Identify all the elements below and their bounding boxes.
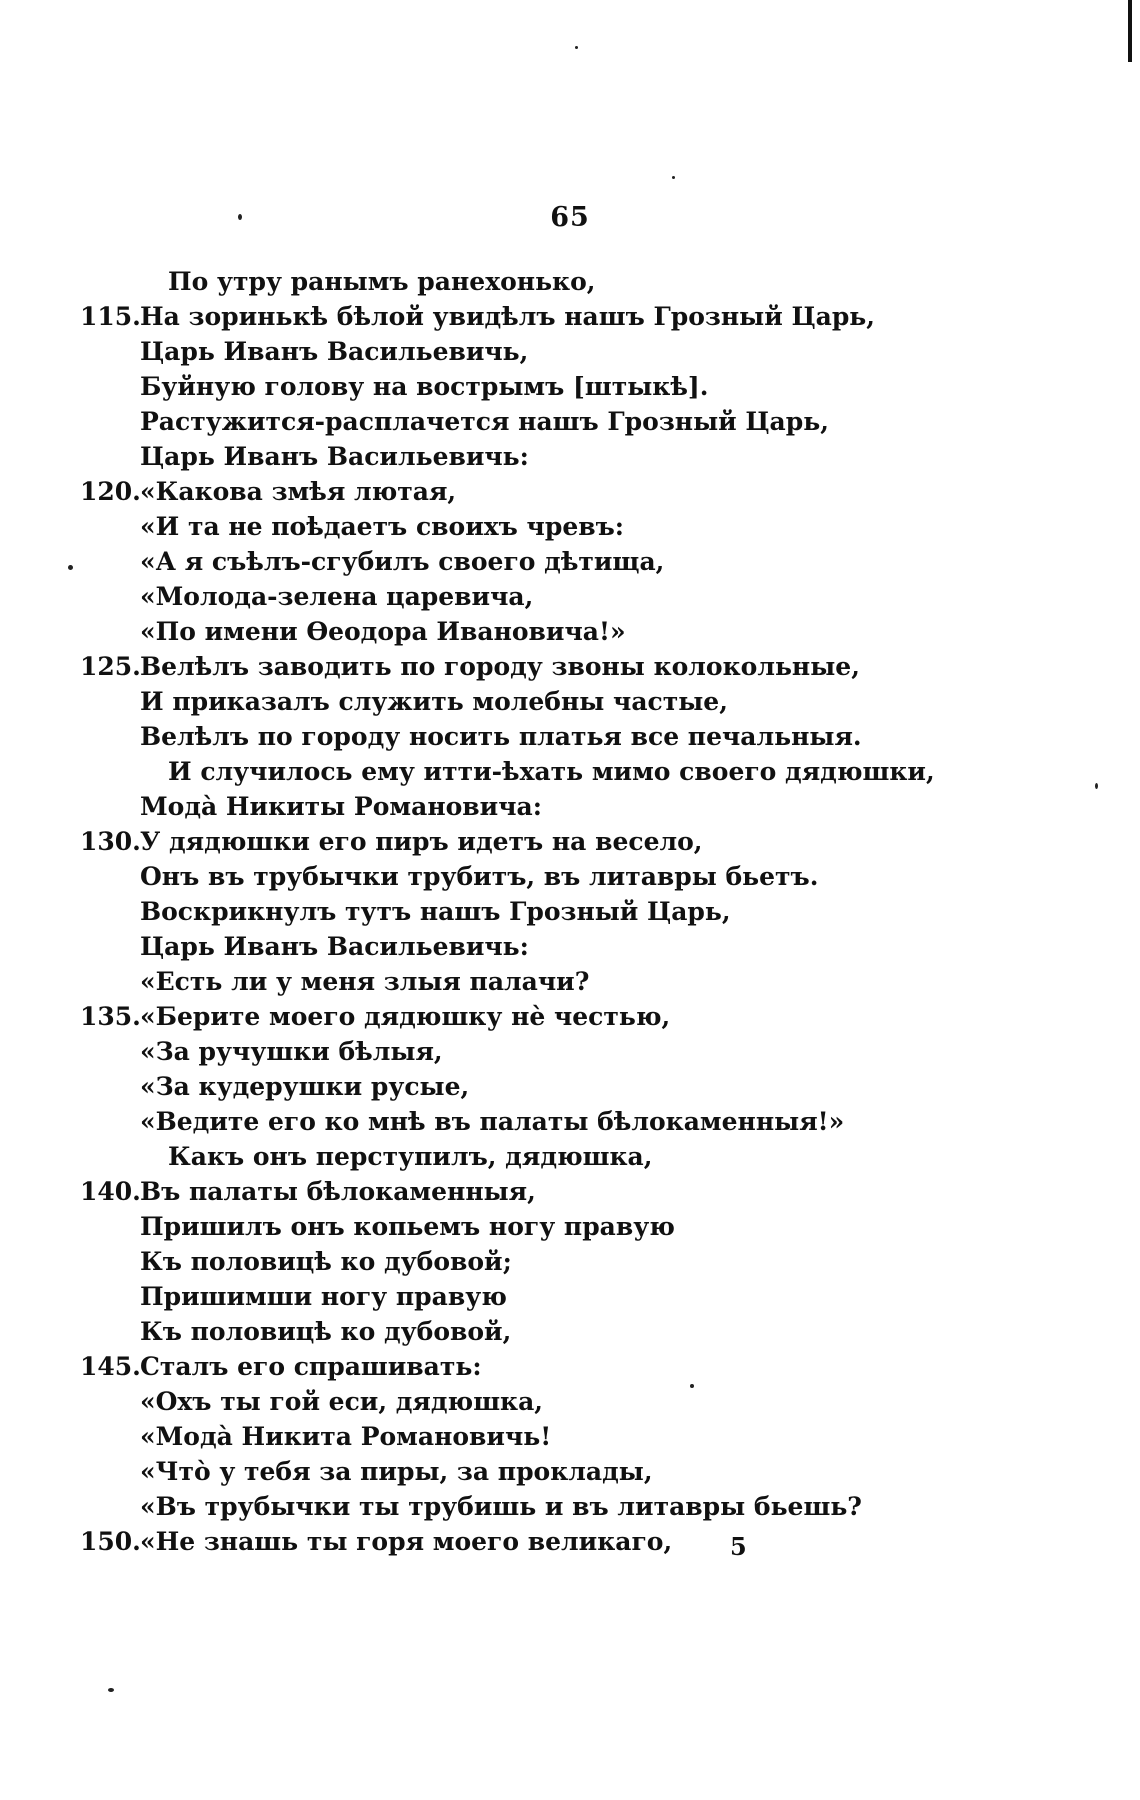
line-text: «Ведите его ко мнѣ въ палаты бѣлокаменныя!» xyxy=(140,1107,845,1136)
line-number: 135. xyxy=(80,1002,141,1031)
poem-line xyxy=(60,684,1100,719)
poem-line xyxy=(60,824,1100,859)
poem-line xyxy=(60,999,1100,1034)
line-number: 145. xyxy=(80,1352,141,1381)
line-text: «И та не поѣдаетъ своихъ чревъ: xyxy=(140,512,624,541)
line-text: У дядюшки его пиръ идетъ на весело, xyxy=(140,827,703,856)
poem-line xyxy=(60,1314,1100,1349)
line-text: «За кудерушки русые, xyxy=(140,1072,470,1101)
line-text: Растужится-расплачется нашъ Грозный Царь, xyxy=(140,407,829,436)
poem-line xyxy=(60,334,1100,369)
poem-line xyxy=(60,1104,1100,1139)
line-text: Сталъ его спрашивать: xyxy=(140,1352,482,1381)
poem-line xyxy=(60,579,1100,614)
line-text: Воскрикнулъ тутъ нашъ Грозный Царь, xyxy=(140,897,731,926)
line-text: «Молода-зелена царевича, xyxy=(140,582,534,611)
poem-line xyxy=(60,754,1100,789)
scan-speck xyxy=(690,1384,694,1388)
poem-line xyxy=(60,614,1100,649)
line-text: «Берите моего дядюшку нѐ честью, xyxy=(140,1002,671,1031)
scan-speck xyxy=(672,176,675,179)
line-text: Буйную голову на вострымъ [штыкѣ]. xyxy=(140,372,709,401)
page-number: 65 xyxy=(550,202,590,233)
line-text: Царь Иванъ Васильевичь, xyxy=(140,337,529,366)
line-number: 120. xyxy=(80,477,141,506)
poem-line xyxy=(60,1524,1100,1559)
line-text: Онъ въ трубычки трубитъ, въ литавры бьетъ. xyxy=(140,862,819,891)
line-text: «А я съѣлъ-сгубилъ своего дѣтища, xyxy=(140,547,665,576)
poem-line xyxy=(60,299,1100,334)
scan-speck xyxy=(68,565,73,570)
poem-line xyxy=(60,1139,1100,1174)
poem-line xyxy=(60,929,1100,964)
poem-line xyxy=(60,789,1100,824)
line-text: Модà Никиты Романовича: xyxy=(140,792,542,821)
poem-line xyxy=(60,369,1100,404)
line-text: Пришимши ногу правую xyxy=(140,1282,507,1311)
line-text: Какъ онъ перступилъ, дядюшка, xyxy=(168,1142,653,1171)
poem-line xyxy=(60,1419,1100,1454)
line-text: Пришилъ онъ копьемъ ногу правую xyxy=(140,1212,675,1241)
line-text: «Не знашь ты горя моего великаго, xyxy=(140,1527,673,1556)
line-text: «Охъ ты гой еси, дядюшка, xyxy=(140,1387,544,1416)
poem-line xyxy=(60,649,1100,684)
poem-line xyxy=(60,1209,1100,1244)
line-text: «Модà Никита Романовичь! xyxy=(140,1422,552,1451)
poem-line xyxy=(60,439,1100,474)
line-text: Велѣлъ заводить по городу звоны колокольные, xyxy=(140,652,860,681)
line-text: И приказалъ служить молебны частые, xyxy=(140,687,728,716)
scan-speck xyxy=(238,214,242,220)
line-text: И случилось ему итти-ѣхать мимо своего дядюшки, xyxy=(168,757,935,786)
poem-line xyxy=(60,1034,1100,1069)
line-text: «Чтò у тебя за пиры, за проклады, xyxy=(140,1457,653,1486)
poem-line xyxy=(60,1454,1100,1489)
line-text: «За ручушки бѣлыя, xyxy=(140,1037,443,1066)
poem-line xyxy=(60,1489,1100,1524)
line-text: На зоринькѣ бѣлой увидѣлъ нашъ Грозный Царь, xyxy=(140,302,875,331)
line-text: Къ половицѣ ко дубовой; xyxy=(140,1247,512,1276)
line-text: «По имени Ѳеодора Ивановича!» xyxy=(140,617,626,646)
poem-line xyxy=(60,1384,1100,1419)
poem-line xyxy=(60,964,1100,999)
line-text: «Есть ли у меня злыя палачи? xyxy=(140,967,590,996)
poem-line xyxy=(60,404,1100,439)
poem-line xyxy=(60,264,1100,299)
poem-line xyxy=(60,719,1100,754)
poem-line xyxy=(60,509,1100,544)
poem-line xyxy=(60,474,1100,509)
line-text: «Какова змѣя лютая, xyxy=(140,477,457,506)
line-number: 130. xyxy=(80,827,141,856)
line-text: Царь Иванъ Васильевичь: xyxy=(140,442,529,471)
line-number: 125. xyxy=(80,652,141,681)
line-text: Въ палаты бѣлокаменныя, xyxy=(140,1177,536,1206)
poem-line xyxy=(60,1349,1100,1384)
poem-line xyxy=(60,1069,1100,1104)
line-text: «Въ трубычки ты трубишь и въ литавры бьешь? xyxy=(140,1492,862,1521)
line-number: 150. xyxy=(80,1527,141,1556)
scan-speck xyxy=(575,46,578,49)
poem-line xyxy=(60,859,1100,894)
line-text: Велѣлъ по городу носить платья все печальныя. xyxy=(140,722,862,751)
poem-line xyxy=(60,1244,1100,1279)
line-number: 115. xyxy=(80,302,141,331)
scan-speck xyxy=(1095,783,1098,789)
signature-mark: 5 xyxy=(730,1532,747,1561)
poem-line xyxy=(60,544,1100,579)
line-text: Царь Иванъ Васильевичь: xyxy=(140,932,529,961)
poem-line xyxy=(60,894,1100,929)
page-edge-line xyxy=(1128,0,1132,62)
poem-line xyxy=(60,1174,1100,1209)
line-text: Къ половицѣ ко дубовой, xyxy=(140,1317,512,1346)
scan-speck xyxy=(108,1688,114,1692)
poem-line xyxy=(60,1279,1100,1314)
line-text: По утру ранымъ ранехонько, xyxy=(168,267,596,296)
line-number: 140. xyxy=(80,1177,141,1206)
poem-text xyxy=(60,264,1100,1559)
